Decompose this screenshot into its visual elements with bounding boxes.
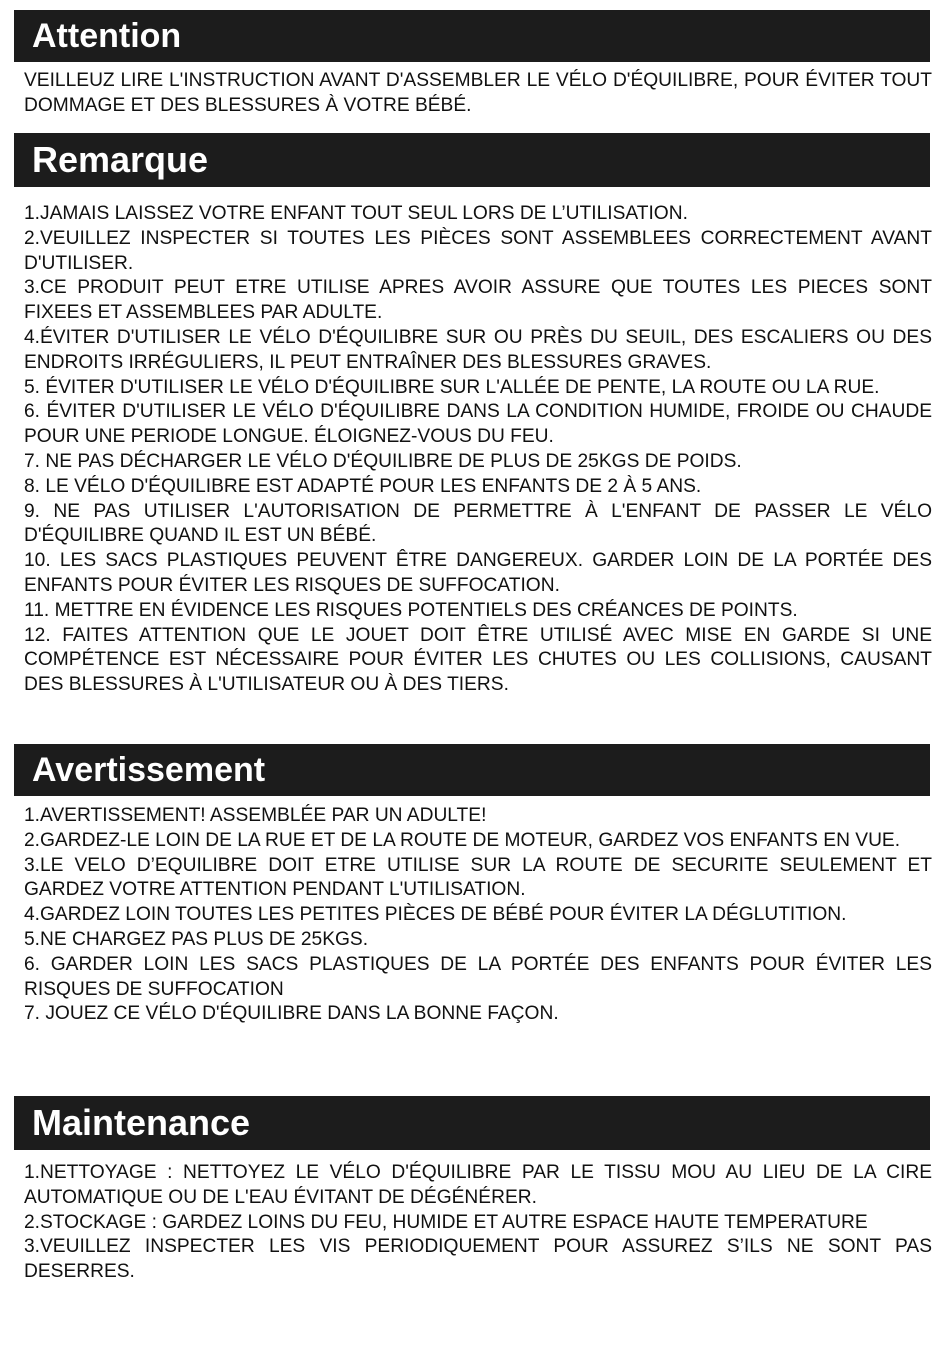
- avertissement-item-2: 2.GARDEZ-LE LOIN DE LA RUE ET DE LA ROUTE DE MOTEUR, GARDEZ VOS ENFANTS EN VUE.: [24, 829, 901, 851]
- avertissement-title: Avertissement: [32, 750, 266, 789]
- avertissement-item-3: 3.LE VELO D’EQUILIBRE DOIT ETRE UTILISE SUR LA ROUTE DE SECURITE SEULEMENT ET GARDEZ VOTRE ATTENTION PENDANT L'UTILISATION.: [24, 854, 932, 901]
- remarque-item-6: 6. ÉVITER D'UTILISER LE VÉLO D'ÉQUILIBRE DANS LA CONDITION HUMIDE, FROIDE OU CHAUDE POUR UNE PERIODE LONGUE. ÉLOIGNEZ-VOUS DU FEU.: [24, 401, 932, 448]
- attention-body: [24, 69, 932, 119]
- attention-paragraph: VEILLEUZ LIRE L'INSTRUCTION AVANT D'ASSEMBLER LE VÉLO D'ÉQUILIBRE, POUR ÉVITER TOUT DOMMAGE ET DES BLESSURES À VOTRE BÉBÉ.: [24, 70, 932, 116]
- maintenance-header: [14, 1096, 930, 1150]
- remarque-item-12: 12. FAITES ATTENTION QUE LE JOUET DOIT ÊTRE UTILISÉ AVEC MISE EN GARDE SI UNE COMPÉTENCE EST NÉCESSAIRE POUR ÉVITER LES CHUTES OU LES COLLISIONS, CAUSANT DES BLESSURES À L'UTILISATEUR OU À DES TIERS.: [24, 624, 932, 696]
- remarque-header: [14, 133, 930, 187]
- remarque-title: Remarque: [32, 139, 209, 180]
- avertissement-item-1: 1.AVERTISSEMENT! ASSEMBLÉE PAR UN ADULTE!: [24, 805, 487, 826]
- remarque-item-4: 4.ÉVITER D'UTILISER LE VÉLO D'ÉQUILIBRE SUR OU PRÈS DU SEUIL, DES ESCALIERS OU DES ENDROITS IRRÉGULIERS, IL PEUT ENTRAÎNER DES BLESSURES GRAVES.: [24, 326, 932, 373]
- attention-header: [14, 10, 930, 62]
- maintenance-item-3: 3.VEUILLEZ INSPECTER LES VIS PERIODIQUEMENT POUR ASSUREZ S’ILS NE SONT PAS DESERRES.: [24, 1236, 932, 1283]
- avertissement-header: [14, 744, 930, 796]
- remarque-item-10: 10. LES SACS PLASTIQUES PEUVENT ÊTRE DANGEREUX. GARDER LOIN DE LA PORTÉE DES ENFANTS POUR ÉVITER LES RISQUES DE SUFFOCATION.: [24, 550, 932, 596]
- remarque-item-7: 7. NE PAS DÉCHARGER LE VÉLO D'ÉQUILIBRE DE PLUS DE 25KGS DE POIDS.: [24, 450, 742, 472]
- remarque-item-1: 1.JAMAIS LAISSEZ VOTRE ENFANT TOUT SEUL LORS DE L’UTILISATION.: [24, 203, 688, 224]
- remarque-item-9: 9. NE PAS UTILISER L'AUTORISATION DE PERMETTRE À L'ENFANT DE PASSER LE VÉLO D'ÉQUILIBRE QUAND IL EST UN BÉBÉ.: [24, 500, 932, 547]
- remarque-item-3: 3.CE PRODUIT PEUT ETRE UTILISE APRES AVOIR ASSURE QUE TOUTES LES PIECES SONT FIXEES ET ASSEMBLEES PAR ADULTE.: [24, 277, 932, 324]
- maintenance-item-2: 2.STOCKAGE : GARDEZ LOINS DU FEU, HUMIDE ET AUTRE ESPACE HAUTE TEMPERATURE: [24, 1211, 868, 1233]
- avertissement-item-5: 5.NE CHARGEZ PAS PLUS DE 25KGS.: [24, 928, 369, 950]
- remarque-item-2: 2.VEUILLEZ INSPECTER SI TOUTES LES PIÈCES SONT ASSEMBLEES CORRECTEMENT AVANT D'UTILISER.: [24, 227, 932, 274]
- remarque-item-8: 8. LE VÉLO D'ÉQUILIBRE EST ADAPTÉ POUR LES ENFANTS DE 2 À 5 ANS.: [24, 475, 702, 497]
- remarque-item-5: 5. ÉVITER D'UTILISER LE VÉLO D'ÉQUILIBRE SUR L'ALLÉE DE PENTE, LA ROUTE OU LA RUE.: [24, 376, 880, 398]
- avertissement-item-6: 6. GARDER LOIN LES SACS PLASTIQUES DE LA PORTÉE DES ENFANTS POUR ÉVITER LES RISQUES DE SUFFOCATION: [24, 953, 932, 1000]
- attention-title: Attention: [32, 16, 182, 55]
- avertissement-list: [24, 804, 932, 1027]
- avertissement-item-7: 7. JOUEZ CE VÉLO D'ÉQUILIBRE DANS LA BONNE FAÇON.: [24, 1003, 559, 1025]
- remarque-item-11: 11. METTRE EN ÉVIDENCE LES RISQUES POTENTIELS DES CRÉANCES DE POINTS.: [24, 599, 798, 621]
- maintenance-title: Maintenance: [32, 1102, 251, 1143]
- avertissement-item-4: 4.GARDEZ LOIN TOUTES LES PETITES PIÈCES DE BÉBÉ POUR ÉVITER LA DÉGLUTITION.: [24, 904, 847, 926]
- maintenance-item-1: 1.NETTOYAGE : NETTOYEZ LE VÉLO D'ÉQUILIBRE PAR LE TISSU MOU AU LIEU DE LA CIRE AUTOMATIQUE OU DE L'EAU ÉVITANT DE DÉGÉNÉRER.: [24, 1162, 932, 1208]
- maintenance-list: [24, 1161, 932, 1285]
- remarque-list: [24, 202, 932, 698]
